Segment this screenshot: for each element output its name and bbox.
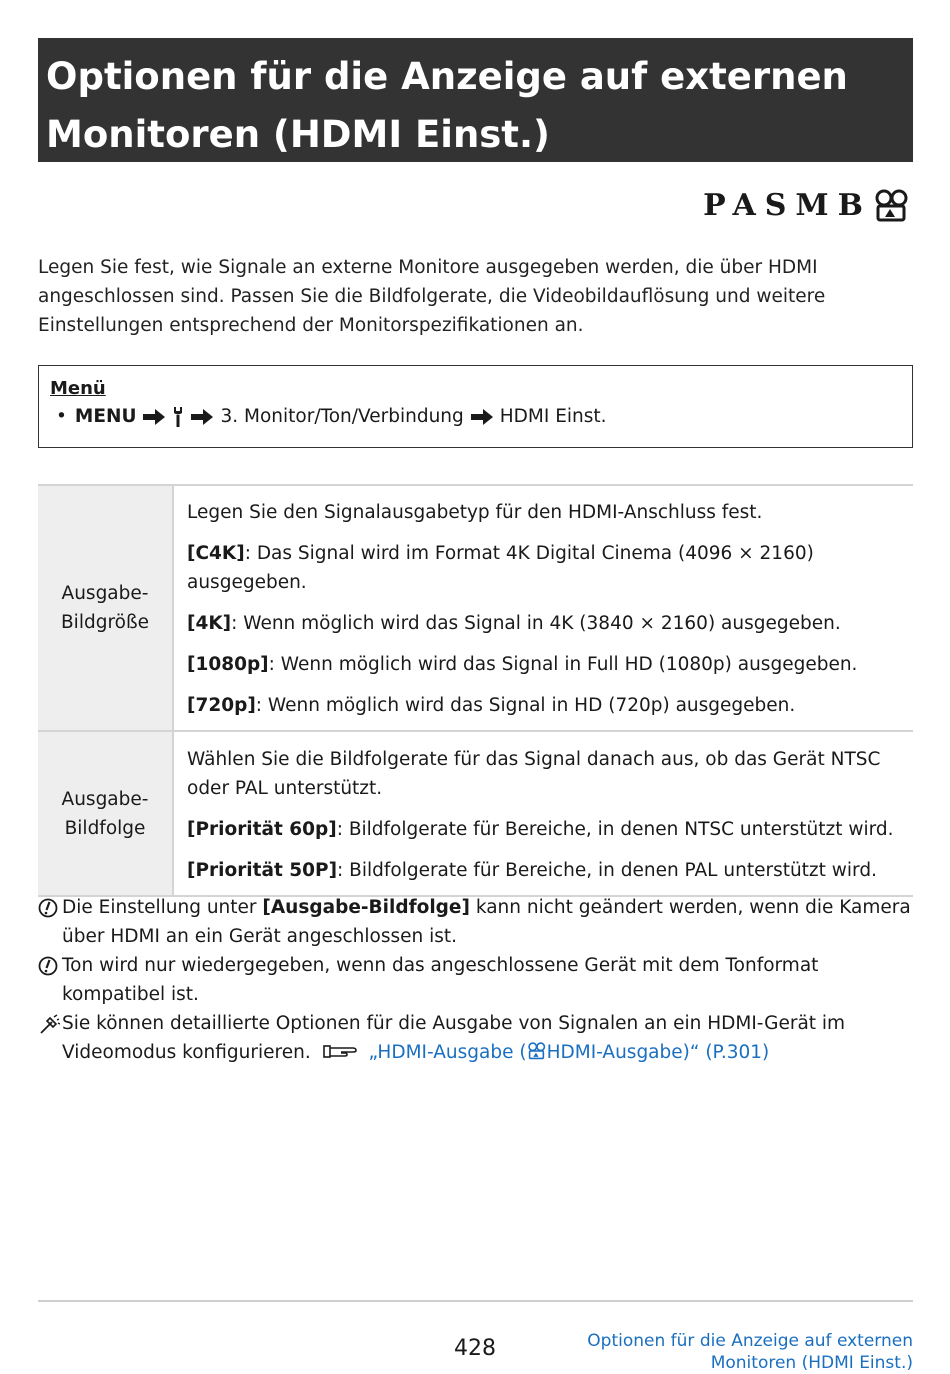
footer-section-link[interactable] — [587, 1330, 913, 1374]
option-text: : Bildfolgerate für Bereiche, in denen PAL unterstützt wird. — [337, 859, 877, 881]
mode-letters: PASMB — [703, 188, 872, 223]
notes-section — [38, 893, 918, 1067]
option-key: [Priorität 60p] — [187, 818, 337, 840]
note-item — [38, 1009, 918, 1067]
option-key: [Priorität 50P] — [187, 859, 338, 881]
intro-paragraph: Legen Sie fest, wie Signale an externe Monitore ausgegeben werden, die über HDMI angeschlossen sind. Passen Sie die Bildfolgerate, die Videobildauflösung und weitere Einstellungen entsprechend der Monitorspezifikationen an. — [38, 257, 826, 336]
menu-label: MENU — [74, 406, 137, 427]
option-text: : Wenn möglich wird das Signal in HD (720p) ausgegeben. — [255, 695, 796, 716]
menu-path-box — [38, 365, 913, 448]
menu-path — [50, 402, 901, 432]
note-text-part: Sie können detaillierte Optionen für die Ausgabe von Signalen an ein HDMI-Gerät im Videomodus konfigurieren. — [62, 1013, 846, 1063]
row-intro: Wählen Sie die Bildfolgerate für das Signal danach aus, ob das Gerät NTSC oder PAL unterstützt. — [187, 748, 881, 799]
option-key: [720p] — [187, 695, 256, 716]
note-text-part: kann nicht geändert werden, wenn die Kamera über HDMI an ein Gerät angeschlossen ist. — [62, 897, 911, 947]
option-item — [187, 609, 901, 638]
table-row — [38, 731, 913, 896]
bullet: • — [56, 406, 67, 427]
note-item — [38, 951, 918, 1009]
footer-title-line-2[interactable]: Monitoren (HDMI Einst.) — [710, 1353, 913, 1373]
settings-table — [38, 484, 913, 897]
tip-icon — [38, 1009, 62, 1045]
link-text[interactable]: „HDMI-Ausgabe ( — [368, 1042, 527, 1063]
menu-target: HDMI Einst. — [499, 406, 607, 427]
option-item — [187, 691, 901, 720]
arrow-right-icon — [142, 408, 166, 426]
option-key: [1080p] — [187, 654, 269, 675]
option-text: : Wenn möglich wird das Signal in Full HD (1080p) ausgegeben. — [268, 654, 858, 675]
page-title-line-1: Optionen für die Anzeige auf externen — [46, 55, 848, 98]
note-text — [62, 1009, 918, 1067]
link-text[interactable]: HDMI-Ausgabe)“ (P.301) — [546, 1042, 770, 1063]
row-label-line: Ausgabe- — [61, 583, 149, 604]
movie-camera-icon — [527, 1042, 547, 1060]
note-text — [62, 893, 918, 951]
caution-icon — [38, 893, 62, 927]
option-item — [187, 650, 901, 679]
option-key: [4K] — [187, 613, 232, 634]
shooting-modes — [703, 188, 910, 223]
menu-heading: Menü — [50, 378, 106, 399]
note-text-bold: [Ausgabe-Bildfolge] — [262, 897, 470, 918]
arrow-right-icon — [190, 408, 214, 426]
option-item — [187, 815, 901, 844]
row-description — [173, 485, 913, 731]
row-label — [38, 485, 173, 731]
table-row — [38, 485, 913, 731]
menu-step: 3. Monitor/Ton/Verbindung — [220, 406, 464, 427]
reference-hand-icon — [323, 1043, 357, 1059]
row-intro: Legen Sie den Signalausgabetyp für den HDMI-Anschluss fest. — [187, 502, 763, 523]
arrow-right-icon — [470, 408, 494, 426]
option-text: : Das Signal wird im Format 4K Digital Cinema (4096 × 2160) ausgegeben. — [187, 543, 814, 593]
reference-link[interactable] — [368, 1042, 769, 1063]
option-text: : Bildfolgerate für Bereiche, in denen NTSC unterstützt wird. — [336, 818, 894, 840]
row-label — [38, 731, 173, 896]
note-text-part: Die Einstellung unter — [62, 897, 263, 918]
footer-title-line-1[interactable]: Optionen für die Anzeige auf externen — [587, 1331, 913, 1351]
movie-camera-icon — [874, 189, 910, 223]
wrench-icon — [172, 406, 184, 428]
row-label-line: Bildgröße — [60, 612, 149, 633]
row-label-line: Ausgabe- — [61, 788, 149, 810]
option-text: : Wenn möglich wird das Signal in 4K (3840 × 2160) ausgegeben. — [231, 613, 841, 634]
option-item — [187, 539, 901, 597]
page-number: 428 — [454, 1336, 496, 1361]
footer-divider — [38, 1300, 913, 1302]
page-title — [38, 38, 913, 162]
option-item — [187, 856, 901, 885]
option-key: [C4K] — [187, 543, 245, 564]
row-description — [173, 731, 913, 896]
note-item — [38, 893, 918, 951]
page-title-line-2: Monitoren (HDMI Einst.) — [46, 113, 550, 156]
caution-icon — [38, 951, 62, 985]
note-text: Ton wird nur wiedergegeben, wenn das angeschlossene Gerät mit dem Tonformat kompatibel ist. — [62, 955, 819, 1005]
row-label-line: Bildfolge — [64, 817, 146, 839]
